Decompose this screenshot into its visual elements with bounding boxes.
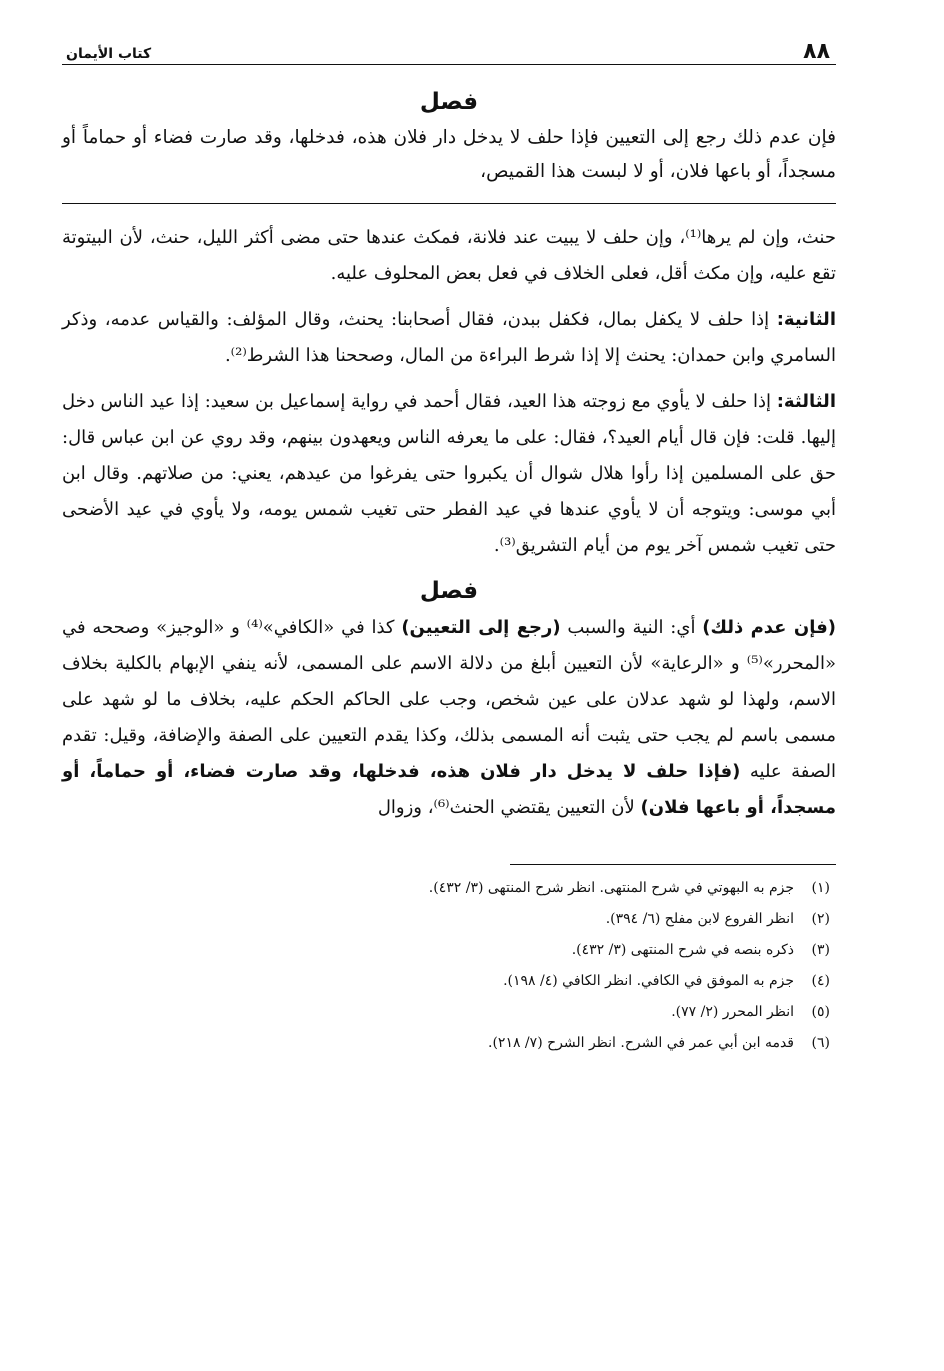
running-header xyxy=(62,28,836,65)
issue-label-third: الثالثة: xyxy=(776,391,836,412)
sharh-text: أي: النية والسبب xyxy=(560,617,703,638)
footnote-text: جزم به البهوتي في شرح المنتهى. انظر شرح المنتهى (٣/ ٤٣٢). xyxy=(428,880,794,896)
commentary-paragraph-second xyxy=(62,302,836,374)
footnotes xyxy=(62,873,836,1059)
section-heading: فصل xyxy=(419,89,479,115)
section-heading-second: فصل xyxy=(419,578,479,604)
footnote-text: انظر الفروع لابن مفلح (٦/ ٣٩٤). xyxy=(605,911,794,927)
matn-text: فإن عدم ذلك رجع إلى التعيين فإذا حلف لا يدخل دار فلان هذه، فدخلها، وقد صارت فضاء أو حماماً أو مسجداً، أو باعها فلان، أو لا لبست هذا القميص، xyxy=(62,127,836,182)
footnote-text: قدمه ابن أبي عمر في الشرح. انظر الشرح (٧/ ٢١٨). xyxy=(488,1035,794,1051)
matn-separator xyxy=(62,203,836,204)
footnote-number: (٢) xyxy=(811,911,830,927)
footnote xyxy=(62,966,836,997)
footnote-text: جزم به الموفق في الكافي. انظر الكافي (٤/ ١٩٨). xyxy=(503,973,794,989)
quoted-matn: (فإن عدم ذلك) xyxy=(702,617,836,638)
footnote-number: (٦) xyxy=(811,1035,830,1051)
sharh-text: لأن التعيين يقتضي الحنث⁽⁶⁾، وزوال xyxy=(377,797,641,818)
commentary-paragraph-third xyxy=(62,384,836,564)
sharh-paragraph xyxy=(62,610,836,826)
footnote-text: انظر المحرر (٢/ ٧٧). xyxy=(671,1004,794,1020)
footnote xyxy=(62,997,836,1028)
sharh-text: كذا في «الكافي»⁽⁴⁾ و «الوجيز» وصححه في «المحرر»⁽⁵⁾ و «الرعاية» لأن التعيين أبلغ من دلالة الاسم على المسمى، لأنه ينفي الإبهام بالكلية بخلاف الاسم، ولهذا لو شهد عدلان على عين شخص، وجب على الحاكم الحكم عليه، بخلاف ما لو شهد على مسمى باسم لم يجب حتى يثبت أنه المسمى بذلك، وكذا يقدم التعيين على الصفة والإضافة، وقيل: تقدم الصفة عليه xyxy=(62,617,836,782)
issue-text-third: إذا حلف لا يأوي مع زوجته هذا العيد، فقال أحمد في رواية إسماعيل بن سعيد: إذا عيد الناس دخل إليها. قلت: فإن قال أيام العيد؟، فقال: على ما يعرفه الناس ويعهدون بينهم، وقد روي عن ابن عباس قال: حق على المسلمين إذا رأوا هلال شوال أن يكبروا حتى يفرغوا من عيدهم، يعني: من صلاتهم. وقال ابن أبي موسى: ويتوجه أن لا يأوي عندها في عيد الفطر حتى تغيب شمس يومه، ولا يأوي في عيد الأضحى حتى تغيب شمس آخر يوم من أيام التشريق⁽³⁾. xyxy=(62,391,836,556)
footnote-text: ذكره بنصه في شرح المنتهى (٣/ ٤٣٢). xyxy=(571,942,794,958)
issue-label-second: الثانية: xyxy=(776,309,836,330)
footnote xyxy=(62,904,836,935)
footnote xyxy=(62,873,836,904)
footnote xyxy=(62,935,836,966)
quoted-matn: (فإذا حلف لا يدخل دار فلان هذه، فدخلها، وقد صارت فضاء، أو حماماً، أو مسجداً، أو باعها فلان) xyxy=(62,761,836,818)
commentary-paragraph: حنث، وإن لم يرها⁽¹⁾، وإن حلف لا يبيت عند فلانة، فمكث عندها حتى مضى أكثر الليل، حنث، لأن البيتوتة تقع عليه، وإن مكث أقل، فعلى الخلاف في فعل بعض المحلوف عليه. xyxy=(62,227,836,284)
footnote-number: (٣) xyxy=(811,942,830,958)
footnote-number: (١) xyxy=(811,880,830,896)
footnote-number: (٤) xyxy=(811,973,830,989)
book-title: كتاب الأيمان xyxy=(66,46,152,62)
footnote-number: (٥) xyxy=(811,1004,830,1020)
page-number: ٨٨ xyxy=(803,39,830,64)
book-page xyxy=(62,28,836,1059)
footnote xyxy=(62,1028,836,1059)
footnote-separator xyxy=(510,864,836,865)
issue-text-second: إذا حلف لا يكفل بمال، فكفل ببدن، فقال أصحابنا: يحنث، وقال المؤلف: والقياس عدمه، وذكر السامري وابن حمدان: يحنث إلا إذا شرط البراءة من المال، وصححنا هذا الشرط⁽²⁾. xyxy=(62,309,836,366)
quoted-matn: (رجع إلى التعيين) xyxy=(401,617,561,638)
